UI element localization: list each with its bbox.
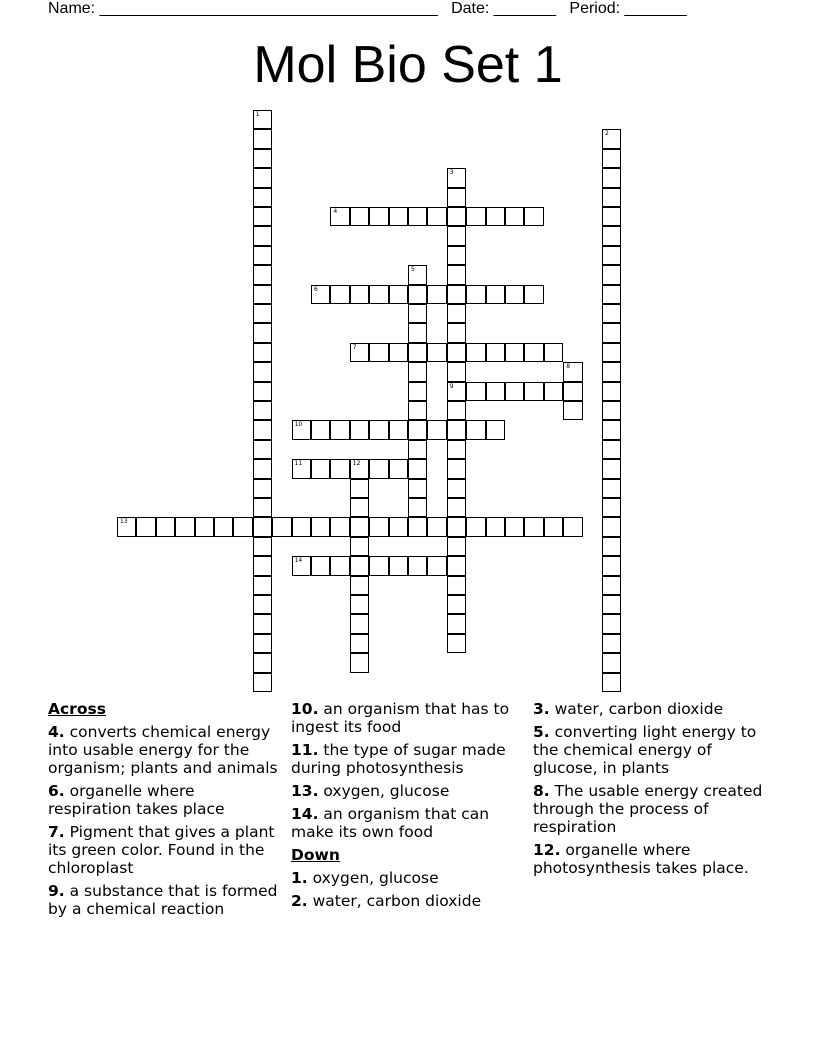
down-clue [533, 700, 767, 718]
clue-text: an organism that can make its own food [291, 805, 490, 841]
down-clue [291, 892, 525, 910]
grid-cell[interactable] [253, 517, 272, 536]
grid-cell[interactable] [253, 673, 272, 692]
clue-number: 2 [605, 130, 609, 138]
grid-cell[interactable] [311, 556, 330, 575]
grid-cell[interactable] [253, 226, 272, 245]
grid-cell[interactable] [447, 420, 466, 439]
clue-column-3 [533, 700, 767, 882]
grid-cell[interactable] [427, 285, 446, 304]
grid-cell[interactable] [602, 459, 621, 478]
grid-cell[interactable] [486, 285, 505, 304]
clue-number: 9 [449, 382, 454, 390]
grid-cell[interactable] [447, 459, 466, 478]
clue-number-label: 11. [291, 741, 319, 759]
grid-cell[interactable] [369, 420, 388, 439]
grid-cell[interactable] [602, 401, 621, 420]
grid-cell[interactable] [369, 459, 388, 478]
grid-cell[interactable] [253, 207, 272, 226]
grid-cell[interactable] [602, 595, 621, 614]
clue-column-1 [48, 700, 282, 923]
clue-number: 10 [294, 421, 303, 429]
grid-cell[interactable] [408, 362, 427, 381]
grid-cell[interactable] [350, 576, 369, 595]
grid-cell[interactable] [311, 420, 330, 439]
grid-cell[interactable] [350, 614, 369, 633]
grid-cell[interactable] [330, 517, 349, 536]
grid-cell[interactable] [350, 517, 369, 536]
grid-cell[interactable] [292, 459, 311, 478]
grid-cell[interactable] [447, 556, 466, 575]
down-clue [533, 723, 767, 777]
grid-cell[interactable] [466, 207, 485, 226]
clue-number: 1 [255, 111, 260, 118]
grid-cell[interactable] [563, 382, 582, 401]
grid-cell[interactable] [602, 246, 621, 265]
grid-cell[interactable] [253, 246, 272, 265]
grid-cell[interactable] [292, 420, 311, 439]
across-clue [291, 782, 525, 800]
grid-cell[interactable] [602, 265, 621, 284]
grid-cell[interactable] [330, 285, 349, 304]
grid-cell[interactable] [350, 595, 369, 614]
clue-number: 8 [566, 363, 571, 371]
clue-text: oxygen, glucose [312, 869, 439, 887]
grid-cell[interactable] [253, 459, 272, 478]
grid-cell[interactable] [544, 343, 563, 362]
clue-text: water, carbon dioxide [312, 892, 482, 910]
grid-cell[interactable] [602, 226, 621, 245]
clue-number-label: 13. [291, 782, 319, 800]
clue-number-label: 8. [533, 782, 550, 800]
grid-cell[interactable] [117, 517, 136, 536]
grid-cell[interactable] [253, 614, 272, 633]
grid-cell[interactable] [447, 614, 466, 633]
grid-cell[interactable] [602, 382, 621, 401]
grid-cell[interactable] [253, 653, 272, 672]
clue-text: organelle where photosynthesis takes place. [533, 841, 749, 877]
grid-cell[interactable] [350, 420, 369, 439]
grid-cell[interactable] [408, 382, 427, 401]
grid-cell[interactable] [486, 207, 505, 226]
clue-number: 7 [352, 343, 357, 351]
clue-text: Pigment that gives a plant its green color. Found in the chloroplast [48, 823, 275, 877]
grid-cell[interactable] [505, 285, 524, 304]
grid-cell[interactable] [447, 576, 466, 595]
clue-number-label: 14. [291, 805, 319, 823]
grid-cell[interactable] [408, 343, 427, 362]
grid-cell[interactable] [253, 149, 272, 168]
grid-cell[interactable] [524, 382, 543, 401]
clue-number: 3 [449, 169, 454, 177]
grid-cell[interactable] [524, 517, 543, 536]
grid-cell[interactable] [486, 382, 505, 401]
grid-cell[interactable] [505, 343, 524, 362]
grid-cell[interactable] [253, 401, 272, 420]
grid-cell[interactable] [602, 343, 621, 362]
grid-cell[interactable] [602, 188, 621, 207]
grid-cell[interactable] [602, 323, 621, 342]
clue-number-label: 5. [533, 723, 550, 741]
grid-cell[interactable] [233, 517, 252, 536]
grid-cell[interactable] [350, 498, 369, 517]
grid-cell[interactable] [350, 634, 369, 653]
grid-cell[interactable] [427, 517, 446, 536]
grid-cell[interactable] [408, 479, 427, 498]
clue-number-label: 1. [291, 869, 308, 887]
grid-cell[interactable] [253, 634, 272, 653]
page-title: Mol Bio Set 1 [253, 36, 563, 94]
grid-cell[interactable] [602, 207, 621, 226]
grid-cell[interactable] [602, 498, 621, 517]
grid-cell[interactable] [524, 285, 543, 304]
grid-cell[interactable] [466, 343, 485, 362]
clue-number-label: 7. [48, 823, 65, 841]
grid-cell[interactable] [447, 207, 466, 226]
across-clue [291, 805, 525, 841]
clue-column-2 [291, 700, 525, 915]
grid-cell[interactable] [311, 285, 330, 304]
grid-cell[interactable] [486, 343, 505, 362]
grid-cell[interactable] [272, 517, 291, 536]
grid-cell[interactable] [447, 323, 466, 342]
grid-cell[interactable] [602, 479, 621, 498]
grid-cell[interactable] [466, 517, 485, 536]
clue-text: water, carbon dioxide [554, 700, 724, 718]
grid-cell[interactable] [447, 246, 466, 265]
grid-cell[interactable] [602, 634, 621, 653]
grid-cell[interactable] [447, 362, 466, 381]
clue-number-label: 10. [291, 700, 319, 718]
grid-cell[interactable] [350, 459, 369, 478]
grid-cell[interactable] [350, 207, 369, 226]
grid-cell[interactable] [427, 207, 446, 226]
grid-cell[interactable] [369, 343, 388, 362]
grid-cell[interactable] [602, 168, 621, 187]
grid-cell[interactable] [350, 285, 369, 304]
grid-cell[interactable] [408, 401, 427, 420]
clue-number-label: 4. [48, 723, 65, 741]
grid-cell[interactable] [389, 556, 408, 575]
grid-cell[interactable] [136, 517, 155, 536]
clue-text: oxygen, glucose [323, 782, 450, 800]
grid-cell[interactable] [330, 556, 349, 575]
grid-cell[interactable] [350, 343, 369, 362]
grid-cell[interactable] [253, 323, 272, 342]
grid-cell[interactable] [602, 653, 621, 672]
clue-text: The usable energy created through the process of respiration [533, 782, 763, 836]
grid-cell[interactable] [369, 556, 388, 575]
down-clue [291, 869, 525, 887]
grid-cell[interactable] [447, 479, 466, 498]
grid-cell[interactable] [563, 517, 582, 536]
grid-cell[interactable] [602, 285, 621, 304]
grid-cell[interactable] [544, 382, 563, 401]
clue-number: 11 [294, 460, 303, 468]
grid-cell[interactable] [253, 188, 272, 207]
grid-cell[interactable] [330, 420, 349, 439]
grid-cell[interactable] [602, 576, 621, 595]
grid-cell[interactable] [408, 517, 427, 536]
across-clue [48, 782, 282, 818]
grid-cell[interactable] [369, 517, 388, 536]
grid-cell[interactable] [447, 537, 466, 556]
down-clue [533, 841, 767, 877]
grid-cell[interactable] [505, 382, 524, 401]
grid-cell[interactable] [389, 343, 408, 362]
grid-cell[interactable] [602, 362, 621, 381]
grid-cell[interactable] [292, 517, 311, 536]
across-clue [48, 823, 282, 877]
clue-text: organelle where respiration takes place [48, 782, 225, 818]
grid-cell[interactable] [602, 129, 621, 148]
grid-cell[interactable] [427, 343, 446, 362]
grid-cell[interactable] [505, 207, 524, 226]
grid-cell[interactable] [389, 420, 408, 439]
grid-cell[interactable] [311, 517, 330, 536]
grid-cell[interactable] [427, 420, 446, 439]
grid-cell[interactable] [408, 556, 427, 575]
grid-cell[interactable] [466, 285, 485, 304]
grid-cell[interactable] [253, 440, 272, 459]
grid-cell[interactable] [466, 420, 485, 439]
clue-number-label: 2. [291, 892, 308, 910]
date-field-label[interactable]: Date: _______ [451, 0, 557, 17]
grid-cell[interactable] [253, 110, 272, 129]
across-clue [48, 882, 282, 918]
clue-number: 13 [120, 518, 128, 526]
grid-cell[interactable] [447, 498, 466, 517]
grid-cell[interactable] [447, 595, 466, 614]
grid-cell[interactable] [253, 265, 272, 284]
down-clue [533, 782, 767, 836]
grid-cell[interactable] [447, 285, 466, 304]
grid-cell[interactable] [602, 537, 621, 556]
grid-cell[interactable] [253, 537, 272, 556]
grid-cell[interactable] [253, 304, 272, 323]
grid-cell[interactable] [544, 517, 563, 536]
grid-cell[interactable] [389, 207, 408, 226]
grid-cell[interactable] [350, 556, 369, 575]
grid-cell[interactable] [427, 556, 446, 575]
grid-cell[interactable] [602, 517, 621, 536]
grid-cell[interactable] [369, 207, 388, 226]
grid-cell[interactable] [408, 440, 427, 459]
clue-number: 5 [411, 266, 415, 274]
grid-cell[interactable] [447, 188, 466, 207]
across-clue [291, 700, 525, 736]
across-clue [291, 741, 525, 777]
grid-cell[interactable] [602, 304, 621, 323]
grid-cell[interactable] [447, 265, 466, 284]
across-heading: Across [48, 700, 106, 718]
grid-cell[interactable] [253, 362, 272, 381]
grid-cell[interactable] [408, 459, 427, 478]
grid-cell[interactable] [408, 285, 427, 304]
grid-cell[interactable] [214, 517, 233, 536]
grid-cell[interactable] [408, 498, 427, 517]
period-field-label[interactable]: Period: _______ [569, 0, 687, 17]
grid-cell[interactable] [447, 382, 466, 401]
grid-cell[interactable] [524, 343, 543, 362]
grid-cell[interactable] [195, 517, 214, 536]
grid-cell[interactable] [253, 420, 272, 439]
grid-cell[interactable] [408, 304, 427, 323]
clue-text: converts chemical energy into usable energy for the organism; plants and animals [48, 723, 278, 777]
grid-cell[interactable] [350, 653, 369, 672]
grid-cell[interactable] [156, 517, 175, 536]
grid-cell[interactable] [330, 207, 349, 226]
grid-cell[interactable] [253, 479, 272, 498]
grid-cell[interactable] [389, 517, 408, 536]
grid-cell[interactable] [253, 595, 272, 614]
grid-cell[interactable] [253, 576, 272, 595]
grid-cell[interactable] [447, 401, 466, 420]
clue-number: 6 [314, 285, 318, 293]
grid-cell[interactable] [389, 285, 408, 304]
grid-cell[interactable] [486, 517, 505, 536]
grid-cell[interactable] [292, 556, 311, 575]
across-clue [48, 723, 282, 777]
grid-cell[interactable] [505, 517, 524, 536]
grid-cell[interactable] [253, 498, 272, 517]
grid-cell[interactable] [253, 343, 272, 362]
grid-cell[interactable] [447, 343, 466, 362]
clue-number-label: 3. [533, 700, 550, 718]
grid-cell[interactable] [311, 459, 330, 478]
clue-text: an organism that has to ingest its food [291, 700, 510, 736]
grid-cell[interactable] [447, 226, 466, 245]
clue-text: the type of sugar made during photosynthesis [291, 741, 506, 777]
grid-cell[interactable] [466, 382, 485, 401]
grid-cell[interactable] [602, 556, 621, 575]
grid-cell[interactable] [253, 382, 272, 401]
grid-cell[interactable] [447, 517, 466, 536]
grid-cell[interactable] [350, 479, 369, 498]
grid-cell[interactable] [253, 556, 272, 575]
grid-cell[interactable] [602, 673, 621, 692]
grid-cell[interactable] [389, 459, 408, 478]
clue-number-label: 12. [533, 841, 561, 859]
clue-text: converting light energy to the chemical energy of glucose, in plants [533, 723, 757, 777]
grid-cell[interactable] [253, 168, 272, 187]
grid-cell[interactable] [563, 362, 582, 381]
name-field-label[interactable]: Name: ______________________________________ [48, 0, 438, 17]
grid-cell[interactable] [602, 420, 621, 439]
grid-cell[interactable] [524, 207, 543, 226]
grid-cell[interactable] [175, 517, 194, 536]
clue-number-label: 9. [48, 882, 65, 900]
down-heading: Down [291, 846, 340, 864]
grid-cell[interactable] [350, 537, 369, 556]
grid-cell[interactable] [408, 420, 427, 439]
grid-cell[interactable] [602, 614, 621, 633]
clue-number-label: 6. [48, 782, 65, 800]
grid-cell[interactable] [602, 149, 621, 168]
clue-number: 14 [294, 557, 303, 565]
grid-cell[interactable] [602, 440, 621, 459]
clue-number: 4 [333, 208, 338, 215]
grid-cell[interactable] [563, 401, 582, 420]
clue-text: a substance that is formed by a chemical reaction [48, 882, 278, 918]
grid-cell[interactable] [408, 323, 427, 342]
grid-cell[interactable] [486, 420, 505, 439]
grid-cell[interactable] [330, 459, 349, 478]
grid-cell[interactable] [447, 440, 466, 459]
clue-number: 12 [352, 460, 361, 468]
grid-cell[interactable] [408, 207, 427, 226]
grid-cell[interactable] [447, 634, 466, 653]
grid-cell[interactable] [253, 129, 272, 148]
grid-cell[interactable] [253, 285, 272, 304]
grid-cell[interactable] [369, 285, 388, 304]
grid-cell[interactable] [447, 304, 466, 323]
grid-cell[interactable] [447, 168, 466, 187]
grid-cell[interactable] [408, 265, 427, 284]
